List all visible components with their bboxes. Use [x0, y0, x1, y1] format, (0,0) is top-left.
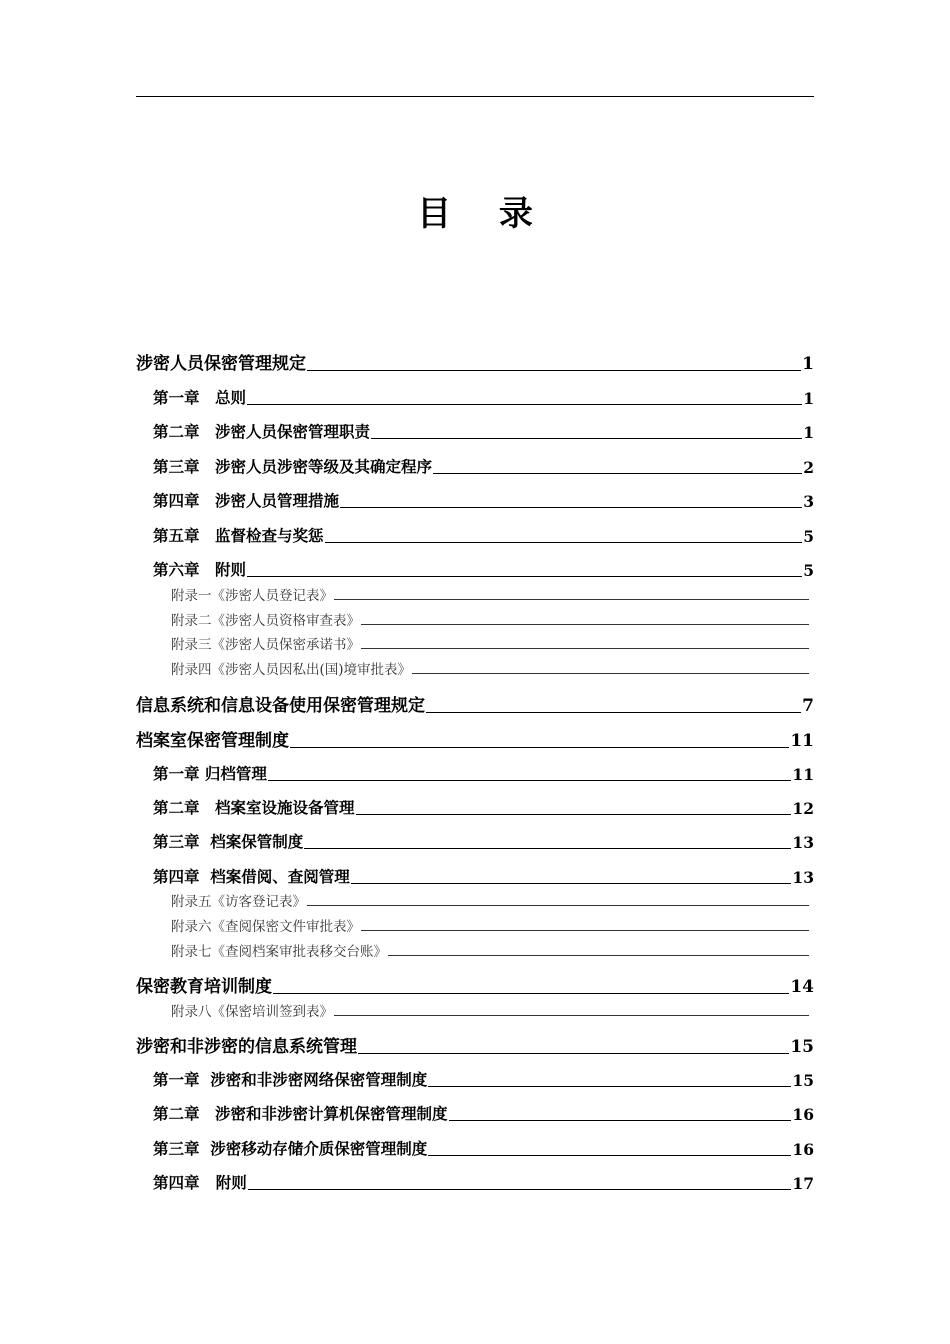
toc-page-number: 1	[802, 354, 814, 374]
toc-entry-label: 第三章 涉密人员涉密等级及其确定程序	[153, 457, 433, 476]
toc-entry[interactable]	[171, 890, 810, 910]
toc-entry-label: 第五章 监督检查与奖惩	[153, 526, 324, 545]
toc-entry-label: 附录五《访客登记表》	[171, 894, 306, 910]
toc-entry[interactable]	[136, 692, 814, 716]
toc-entry-label: 第一章 总则	[153, 388, 247, 407]
toc-leader	[428, 1155, 791, 1156]
toc-entry-label: 第一章 涉密和非涉密网络保密管理制度	[153, 1070, 428, 1089]
toc-leader	[334, 599, 809, 600]
toc-entry[interactable]	[171, 633, 810, 653]
toc-page-number: 16	[792, 1140, 814, 1159]
toc-page-number: 3	[803, 492, 814, 511]
toc-page-number: 12	[792, 799, 814, 818]
toc-leader	[340, 507, 802, 508]
toc-page-number: 11	[790, 731, 814, 751]
toc-page-number: 15	[792, 1071, 814, 1090]
toc-entry[interactable]	[153, 865, 814, 887]
toc-leader	[351, 883, 792, 884]
toc-leader	[433, 473, 802, 474]
toc-leader	[426, 712, 801, 713]
toc-leader	[358, 1053, 789, 1054]
toc-page-number: 16	[792, 1105, 814, 1124]
toc-entry-label: 涉密和非涉密的信息系统管理	[136, 1037, 357, 1057]
toc-entry[interactable]	[153, 386, 814, 408]
toc-entry[interactable]	[153, 524, 814, 546]
toc-leader	[247, 576, 802, 577]
toc-leader	[273, 993, 789, 994]
toc-entry[interactable]	[171, 1000, 810, 1020]
toc-entry-label: 附录七《查阅档案审批表移交台账》	[171, 944, 387, 960]
toc-page-number: 7	[802, 696, 814, 716]
toc-entry-label: 附录八《保密培训签到表》	[171, 1004, 333, 1020]
toc-entry[interactable]	[171, 940, 810, 960]
toc-entry-label: 第四章 涉密人员管理措施	[153, 491, 340, 510]
toc-entry-label: 第三章 档案保管制度	[153, 832, 304, 851]
toc-entry-label: 附录三《涉密人员保密承诺书》	[171, 637, 360, 653]
toc-entry[interactable]	[153, 1171, 814, 1193]
toc-leader	[361, 624, 809, 625]
toc-entry-label: 信息系统和信息设备使用保密管理规定	[136, 696, 425, 716]
toc-page-number: 5	[803, 527, 814, 546]
toc-leader	[290, 747, 789, 748]
toc-page-number: 13	[792, 868, 814, 887]
toc-entry-label: 保密教育培训制度	[136, 977, 272, 997]
toc-leader	[388, 955, 809, 956]
toc-leader	[247, 404, 802, 405]
page-title: 目 录	[417, 194, 551, 234]
toc-page-number: 1	[803, 423, 814, 442]
toc-leader	[361, 930, 809, 931]
toc-entry-label: 附录四《涉密人员因私出(国)境审批表》	[171, 662, 412, 678]
toc-entry-label: 第四章 档案借阅、查阅管理	[153, 867, 350, 886]
toc-page-number: 1	[803, 389, 814, 408]
toc-entry[interactable]	[153, 762, 814, 784]
toc-entry-label: 档案室保密管理制度	[136, 731, 289, 751]
toc-leader	[248, 1189, 792, 1190]
toc-leader	[449, 1120, 792, 1121]
toc-entry[interactable]	[136, 973, 814, 997]
toc-leader	[307, 370, 801, 371]
toc-leader	[356, 814, 792, 815]
toc-entry-label: 第一章 归档管理	[153, 764, 267, 783]
toc-entry[interactable]	[136, 727, 814, 751]
toc-page-number: 2	[803, 458, 814, 477]
toc-entry-label: 第二章 档案室设施设备管理	[153, 798, 355, 817]
toc-entry[interactable]	[153, 796, 814, 818]
toc-entry[interactable]	[153, 489, 814, 511]
toc-leader	[412, 673, 809, 674]
toc-entry-label: 第六章 附则	[153, 560, 247, 579]
toc-page-number: 5	[803, 561, 814, 580]
toc-leader	[361, 648, 809, 649]
toc-page-number: 15	[790, 1037, 814, 1057]
toc-entry-label: 第二章 涉密人员保密管理职责	[153, 422, 371, 441]
toc-entry[interactable]	[136, 350, 814, 374]
toc-entry[interactable]	[153, 830, 814, 852]
toc-leader	[428, 1086, 791, 1087]
toc-entry-label: 附录一《涉密人员登记表》	[171, 588, 333, 604]
toc-entry[interactable]	[171, 584, 810, 604]
toc-entry-label: 第三章 涉密移动存储介质保密管理制度	[153, 1139, 428, 1158]
toc-entry[interactable]	[153, 1102, 814, 1124]
toc-entry[interactable]	[171, 658, 810, 678]
toc-leader	[325, 542, 803, 543]
toc-entry[interactable]	[153, 1068, 814, 1090]
toc-entry[interactable]	[153, 455, 814, 477]
toc-entry-label: 第四章 附则	[153, 1173, 247, 1192]
toc-leader	[371, 438, 802, 439]
toc-entry[interactable]	[171, 609, 810, 629]
toc-entry[interactable]	[153, 558, 814, 580]
toc-entry[interactable]	[171, 915, 810, 935]
toc-leader	[268, 780, 792, 781]
toc-entry-label: 附录六《查阅保密文件审批表》	[171, 919, 360, 935]
toc-entry-label: 第二章 涉密和非涉密计算机保密管理制度	[153, 1104, 448, 1123]
toc-leader	[334, 1015, 809, 1016]
toc-entry[interactable]	[136, 1033, 814, 1057]
toc-leader	[304, 848, 791, 849]
toc-entry-label: 涉密人员保密管理规定	[136, 354, 306, 374]
toc-entry[interactable]	[153, 1137, 814, 1159]
toc-entry[interactable]	[153, 420, 814, 442]
toc-page-number: 14	[790, 977, 814, 997]
toc-page-number: 13	[792, 833, 814, 852]
toc-leader	[307, 905, 809, 906]
toc-page-number: 17	[792, 1174, 814, 1193]
toc-entry-label: 附录二《涉密人员资格审查表》	[171, 613, 360, 629]
toc-page-number: 11	[792, 765, 814, 784]
